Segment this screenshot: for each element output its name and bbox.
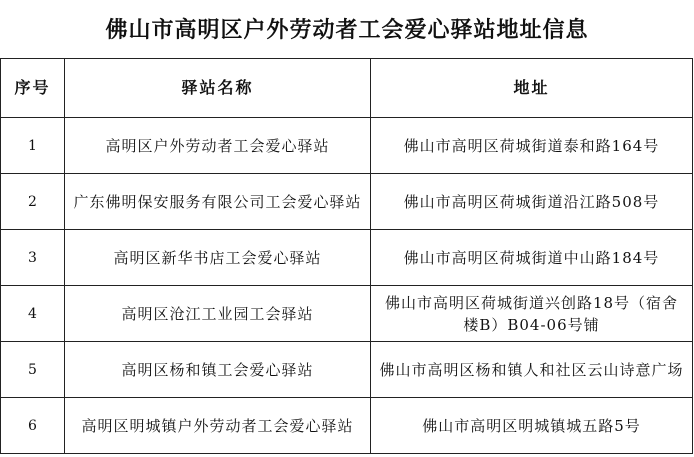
header-index: 序号	[1, 59, 65, 118]
table-row	[1, 118, 693, 174]
table-row	[1, 174, 693, 230]
row-index: 6	[1, 398, 65, 454]
table-header-row	[1, 59, 693, 118]
row-index: 4	[1, 286, 65, 342]
row-name: 高明区户外劳动者工会爱心驿站	[65, 118, 371, 174]
header-name: 驿站名称	[65, 59, 371, 118]
row-address: 佛山市高明区荷城街道兴创路18号（宿舍楼B）B04-06号铺	[371, 286, 693, 342]
row-address: 佛山市高明区荷城街道泰和路164号	[371, 118, 693, 174]
row-index: 1	[1, 118, 65, 174]
row-name: 高明区杨和镇工会爱心驿站	[65, 342, 371, 398]
row-name: 广东佛明保安服务有限公司工会爱心驿站	[65, 174, 371, 230]
row-name: 高明区沧江工业园工会驿站	[65, 286, 371, 342]
header-address: 地址	[371, 59, 693, 118]
row-name: 高明区新华书店工会爱心驿站	[65, 230, 371, 286]
row-address: 佛山市高明区荷城街道沿江路508号	[371, 174, 693, 230]
row-address: 佛山市高明区明城镇城五路5号	[371, 398, 693, 454]
page-title: 佛山市高明区户外劳动者工会爱心驿站地址信息	[105, 17, 589, 43]
row-address: 佛山市高明区荷城街道中山路184号	[371, 230, 693, 286]
row-index: 5	[1, 342, 65, 398]
row-index: 2	[1, 174, 65, 230]
station-table	[0, 58, 693, 454]
table-row	[1, 286, 693, 342]
table-row	[1, 342, 693, 398]
row-index: 3	[1, 230, 65, 286]
row-name: 高明区明城镇户外劳动者工会爱心驿站	[65, 398, 371, 454]
row-address: 佛山市高明区杨和镇人和社区云山诗意广场	[371, 342, 693, 398]
table-row	[1, 398, 693, 454]
table-row	[1, 230, 693, 286]
